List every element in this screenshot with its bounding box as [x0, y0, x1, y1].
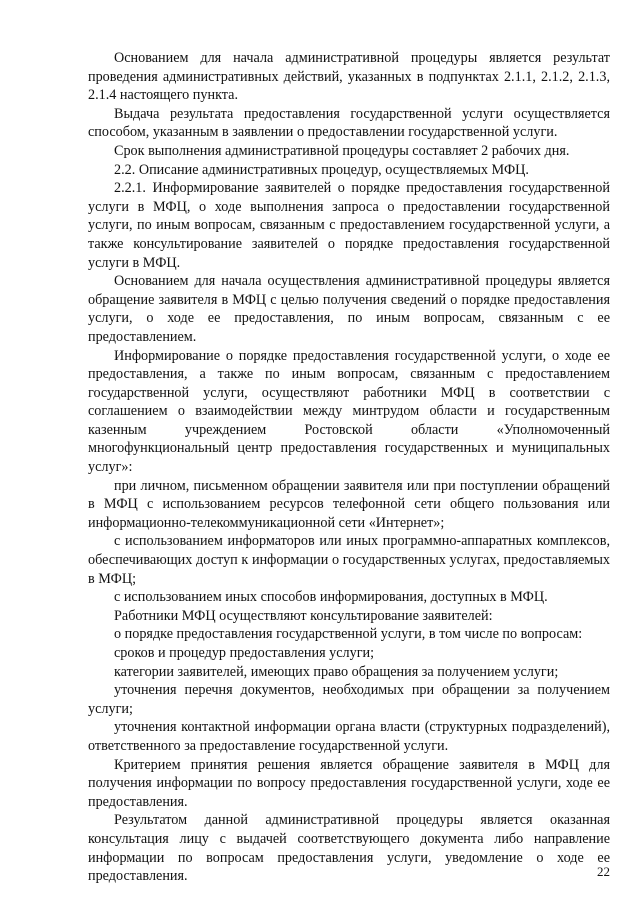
list-item: уточнения перечня документов, необходимых при обращении за получением услуги;	[88, 682, 610, 717]
list-item: уточнения контактной информации органа власти (структурных подразделений), ответственного за предоставление государственной услуги.	[88, 719, 610, 754]
list-item: о порядке предоставления государственной услуги, в том числе по вопросам:	[114, 626, 583, 643]
page-number: 22	[597, 864, 610, 879]
paragraph: Срок выполнения административной процедуры составляет 2 рабочих дня.	[114, 142, 570, 159]
paragraph: Результатом данной административной процедуры является оказанная консультация лицу с выдачей соответствующего документа либо направление информации по вопросам предоставления услуги, уведомление о ходе ее предоставления.	[88, 812, 610, 885]
paragraph: Критерием принятия решения является обращение заявителя в МФЦ для получения информации по вопросу предоставления государственной услуги, ходе ее предоставления.	[88, 756, 610, 810]
document-body	[88, 49, 610, 886]
list-item: при личном, письменном обращении заявителя или при поступлении обращений в МФЦ с использованием ресурсов телефонной сети общего пользования или информационно-телекоммуникационной сети «Интернет»;	[88, 477, 610, 531]
list-item: сроков и процедур предоставления услуги;	[114, 645, 375, 661]
list-item: категории заявителей, имеющих право обращения за получением услуги;	[114, 663, 559, 680]
paragraph: Информирование о порядке предоставления государственной услуги, о ходе ее предоставления, а также по иным вопросам, связанным с предоставлением государственной услуги, осуществляют работники МФЦ в соответствии с соглашением о взаимодействии между минтрудом области и государственным казенным учреждением Ростовской области «Уполномоченный многофункциональный центр предоставления государственных и муниципальных услуг»:	[88, 347, 610, 476]
list-item: с использованием информаторов или иных программно-аппаратных комплексов, обеспечивающих доступ к информации о государственных услугах, предоставляемых в МФЦ;	[88, 533, 610, 587]
section-heading: 2.2. Описание административных процедур, осуществляемых МФЦ.	[114, 161, 529, 178]
paragraph: Основанием для начала административной процедуры является результат проведения административных действий, указанных в подпунктах 2.1.1, 2.1.2, 2.1.3, 2.1.4 настоящего пункта.	[88, 50, 610, 104]
list-item: с использованием иных способов информирования, доступных в МФЦ.	[114, 589, 548, 606]
paragraph: Основанием для начала осуществления административной процедуры является обращение заявителя в МФЦ с целью получения сведений о порядке предоставления услуги, о ходе ее предоставления, по иным вопросам, связанным с ее предоставлением.	[88, 273, 610, 345]
paragraph: Выдача результата предоставления государственной услуги осуществляется способом, указанным в заявлении о предоставлении государственной услуги.	[88, 105, 610, 141]
subsection-heading: 2.2.1. Информирование заявителей о порядке предоставления государственной услуги в МФЦ, о ходе выполнения запроса о предоставлении государственной услуги, по иным вопросам, связанным с предоставлением государственной услуги, а также консультирование заявителей о порядке предоставления государственной услуги в МФЦ.	[88, 180, 610, 271]
paragraph: Работники МФЦ осуществляют консультирование заявителей:	[114, 607, 493, 624]
